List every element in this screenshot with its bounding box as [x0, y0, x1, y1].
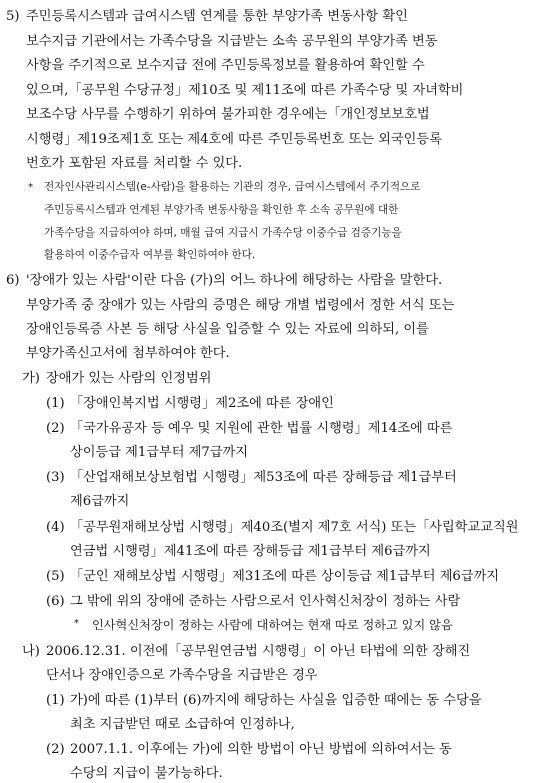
item-number: (3) — [46, 470, 65, 485]
section-5-note-mark: * — [28, 182, 33, 193]
item-text: 상이등급 제1급부터 제7급까지 — [70, 445, 249, 460]
section-6-number: 6) — [6, 273, 20, 288]
item-text: 가)에 따른 (1)부터 (6)까지에 해당하는 사실을 입증한 때에는 동 수당을 — [70, 693, 482, 708]
section-6-body-line: 장애인등록증 사본 등 해당 사실을 입증할 수 있는 자료에 의하되, 이를 — [26, 322, 429, 337]
item-number: (1) — [46, 396, 65, 411]
section-5-body-line: 있으며,「공무원 수당규정」제10조 및 제11조에 따른 가족수당 및 자녀학비 — [26, 83, 464, 98]
item-number: (6) — [46, 594, 65, 609]
item-text: 「장애인복지법 시행령」제2조에 따른 장애인 — [70, 396, 334, 411]
subsection-ga-title: 장애가 있는 사람의 인정범위 — [46, 371, 212, 386]
item-number: (2) — [46, 742, 65, 757]
item-number: (5) — [46, 569, 65, 584]
section-5-note-line: 주민등록시스템과 연계된 부양가족 변동사항을 확인한 후 소속 공무원에 대한 — [44, 204, 399, 216]
subsection-ga-label: 가) — [22, 371, 40, 386]
section-5-body-line: 보조수당 사무를 수행하기 위하여 불가피한 경우에는「개인정보보호법 — [26, 107, 430, 122]
item-text: 그 밖에 위의 장애에 준하는 사람으로서 인사혁신처장이 정하는 사람 — [70, 594, 461, 609]
item-text: 2007.1.1. 이후에는 가)에 의한 방법이 아닌 방법에 의하여서는 동 — [70, 742, 452, 757]
section-6-title: '장애가 있는 사람'이란 다음 (가)의 어느 하나에 해당하는 사람을 말한다. — [26, 273, 443, 288]
section-6-body-line: 부양가족신고서에 첨부하여야 한다. — [26, 346, 230, 361]
subsection-na-title: 2006.12.31. 이전에「공무원연금법 시행령」이 아닌 타법에 의한 장해진 — [46, 644, 471, 659]
section-6-body-line: 부양가족 중 장애가 있는 사람의 증명은 해당 개별 법령에서 정한 서식 또는 — [26, 298, 455, 313]
section-5-note-line: 전자인사관리시스템(e-사람)을 활용하는 기관의 경우, 급여시스템에서 주기적으로 — [44, 181, 421, 193]
item-number: (2) — [46, 421, 65, 436]
item-text: 수당의 지급이 불가능하다. — [70, 766, 223, 781]
section-5-note-line: 활용하여 이중수급자 여부를 확인하여야 한다. — [44, 249, 256, 261]
item-text: 「국가유공자 등 예우 및 지원에 관한 법률 시행령」제14조에 따른 — [70, 421, 453, 436]
section-5-note-line: 가족수당을 지급하여야 하며, 매월 급여 지급시 가족수당 이중수급 검증기능을 — [44, 227, 402, 239]
section-5-body-line: 번호가 포함된 자료를 처리할 수 있다. — [26, 156, 243, 171]
item-text: 「공무원재해보상법 시행령」제40조(별지 제7호 서식) 또는「사립학교교직원 — [70, 520, 519, 535]
section-5-body-line: 시행령」제19조제1호 또는 제4호에 따른 주민등록번호 또는 외국인등록 — [26, 132, 442, 147]
item-number: (4) — [46, 520, 65, 535]
item-text: 「군인 재해보상법 시행령」제31조에 따른 상이등급 제1급부터 제6급까지 — [70, 569, 500, 584]
subsection-na-label: 나) — [22, 644, 40, 659]
section-5-number: 5) — [6, 9, 20, 24]
section-5-body-line: 사항을 주기적으로 보수지급 전에 주민등록정보를 활용하여 확인할 수 — [26, 58, 425, 73]
item-text: 「산업재해보상보험법 시행령」제53조에 따른 장해등급 제1급부터 — [70, 470, 457, 485]
subsection-ga-note: 인사혁신처장이 정하는 사람에 대하여는 현재 따로 정하고 있지 않음 — [92, 618, 453, 632]
item-text: 최초 지급받던 때로 소급하여 인정하나, — [70, 717, 295, 732]
section-5-body-line: 보수지급 기관에서는 가족수당을 지급받는 소속 공무원의 부양가족 변동 — [26, 34, 438, 49]
subsection-na-title: 단서나 장애인증으로 가족수당을 지급받은 경우 — [46, 668, 318, 683]
subsection-ga-note-mark: * — [74, 618, 79, 629]
section-5-title: 주민등록시스템과 급여시스템 연계를 통한 부양가족 변동사항 확인 — [26, 9, 408, 24]
item-number: (1) — [46, 693, 65, 708]
item-text: 연금법 시행령」제41조에 따른 장해등급 제1급부터 제6급까지 — [70, 544, 431, 559]
item-text: 제6급까지 — [70, 494, 130, 509]
